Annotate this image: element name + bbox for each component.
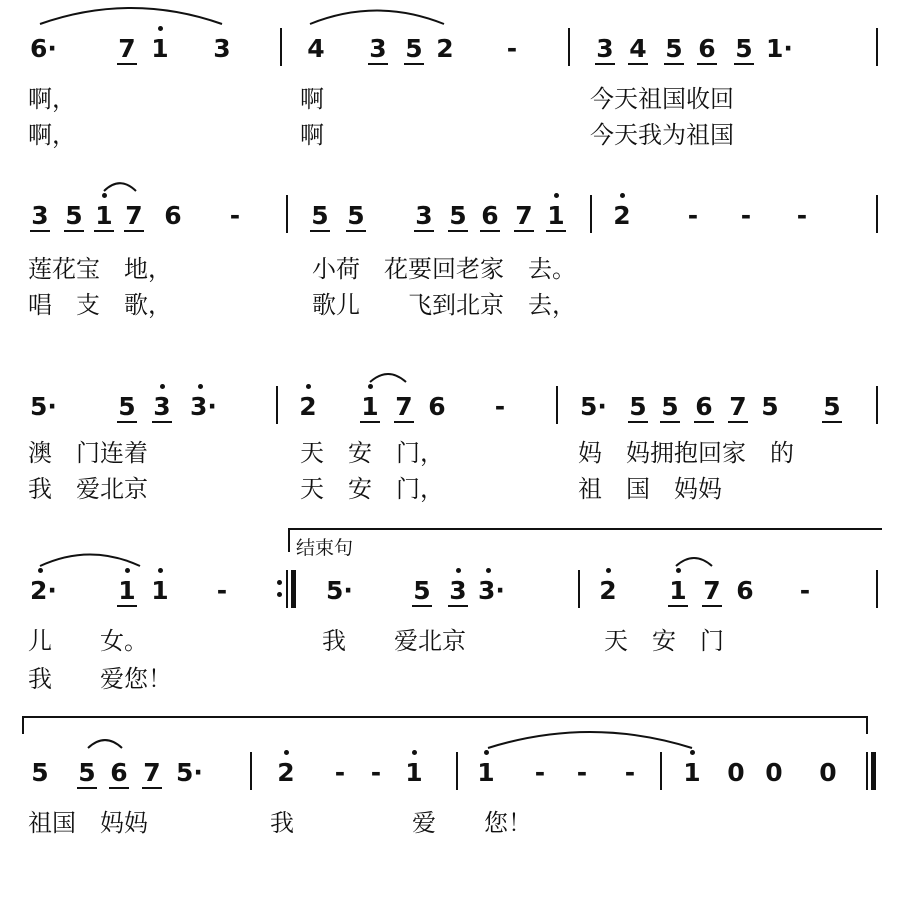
note: 5 — [65, 201, 83, 230]
note: 0 — [727, 758, 745, 787]
slur-arc — [370, 374, 406, 382]
note: 7 — [395, 392, 413, 421]
note: - — [229, 201, 241, 230]
slur-arc — [104, 183, 136, 191]
note: 7 — [118, 34, 136, 63]
note: 3 — [153, 392, 171, 421]
note: 7 — [125, 201, 143, 230]
note: 5· — [326, 576, 353, 605]
note: 5 — [629, 392, 647, 421]
note: 5· — [30, 392, 57, 421]
note: - — [576, 758, 588, 787]
note: 6 — [481, 201, 499, 230]
note: 5 — [761, 392, 779, 421]
lyric-text: 儿 女。 — [28, 627, 148, 655]
note: - — [799, 576, 811, 605]
note: 1· — [766, 34, 793, 63]
note: 5· — [176, 758, 203, 787]
note: 5 — [735, 34, 753, 63]
note: - — [796, 201, 808, 230]
slur-arc — [488, 732, 692, 748]
lyric-text: 天 安 门， — [300, 439, 444, 467]
lyric-text: 我 爱北京 — [322, 627, 466, 655]
slur-arc — [310, 11, 444, 24]
section-label: 结束句 — [296, 537, 354, 559]
note: - — [494, 392, 506, 421]
note: 3 — [369, 34, 387, 63]
lyric-text: 我 爱北京 — [28, 475, 148, 503]
slur-arc — [88, 740, 122, 748]
note: 2 — [299, 392, 317, 421]
note: 5 — [413, 576, 431, 605]
lyric-text: 唱 支 歌， — [28, 291, 172, 319]
note: 1 — [547, 201, 565, 230]
note: 5 — [78, 758, 96, 787]
lyric-text: 天 安 门， — [300, 475, 444, 503]
note: 6· — [30, 34, 57, 63]
note: 1 — [151, 576, 169, 605]
note: 1 — [405, 758, 423, 787]
lyric-text: 爱 您！ — [412, 809, 532, 837]
lyric-text: 啊， — [28, 85, 76, 113]
slur-arc — [40, 8, 222, 24]
note: 1 — [683, 758, 701, 787]
note: 2· — [30, 576, 57, 605]
note: 3 — [415, 201, 433, 230]
note: 0 — [819, 758, 837, 787]
note: 6 — [164, 201, 182, 230]
lyric-text: 祖 国 妈妈 — [578, 475, 722, 503]
note: 5 — [31, 758, 49, 787]
note: 7 — [729, 392, 747, 421]
note: 2 — [599, 576, 617, 605]
note: 3 — [596, 34, 614, 63]
lyric-text: 啊 — [300, 121, 324, 149]
lyric-text: 今天祖国收回 — [590, 85, 734, 113]
note: - — [370, 758, 382, 787]
note: 6 — [736, 576, 754, 605]
note: - — [624, 758, 636, 787]
note: 5 — [823, 392, 841, 421]
note: 3 — [449, 576, 467, 605]
note: - — [334, 758, 346, 787]
lyric-text: 啊， — [28, 121, 76, 149]
lyric-text: 啊 — [300, 85, 324, 113]
lyric-text: 小荷 花要回老家 去。 — [312, 255, 576, 283]
lyric-text: 今天我为祖国 — [590, 121, 734, 149]
note: 7 — [143, 758, 161, 787]
note: 2 — [277, 758, 295, 787]
note: 4 — [307, 34, 325, 63]
note: 0 — [765, 758, 783, 787]
note: 5· — [580, 392, 607, 421]
note: 1 — [477, 758, 495, 787]
note: 6 — [428, 392, 446, 421]
note: - — [534, 758, 546, 787]
note: 4 — [629, 34, 647, 63]
slur-arc — [676, 558, 712, 566]
note: 3 — [31, 201, 49, 230]
note: 3· — [190, 392, 217, 421]
note: 6 — [698, 34, 716, 63]
note: 2 — [436, 34, 454, 63]
note: 5 — [665, 34, 683, 63]
lyric-text: 妈 妈拥抱回家 的 — [578, 439, 794, 467]
note: - — [506, 34, 518, 63]
note: 5 — [449, 201, 467, 230]
note: 3· — [478, 576, 505, 605]
note: 1 — [669, 576, 687, 605]
lyric-text: 歌儿 飞到北京 去， — [312, 291, 576, 319]
note: 5 — [118, 392, 136, 421]
lyric-text: 我 爱您！ — [28, 665, 172, 693]
note: 1 — [151, 34, 169, 63]
note: 1 — [361, 392, 379, 421]
note: 7 — [703, 576, 721, 605]
note: 5 — [347, 201, 365, 230]
note: 1 — [118, 576, 136, 605]
note: 6 — [110, 758, 128, 787]
note: 6 — [695, 392, 713, 421]
note: - — [740, 201, 752, 230]
lyric-text: 莲花宝 地， — [28, 255, 172, 283]
note: 7 — [515, 201, 533, 230]
note: 5 — [661, 392, 679, 421]
note: 1 — [95, 201, 113, 230]
note: - — [687, 201, 699, 230]
note: 5 — [405, 34, 423, 63]
slur-arc — [40, 554, 140, 566]
note: 3 — [213, 34, 231, 63]
note: - — [216, 576, 228, 605]
note: 2 — [613, 201, 631, 230]
lyric-text: 澳 门连着 — [28, 439, 148, 467]
note: 5 — [311, 201, 329, 230]
lyric-text: 天 安 门 — [604, 627, 724, 655]
lyric-text: 我 — [270, 809, 294, 837]
lyric-text: 祖国 妈妈 — [28, 809, 148, 837]
